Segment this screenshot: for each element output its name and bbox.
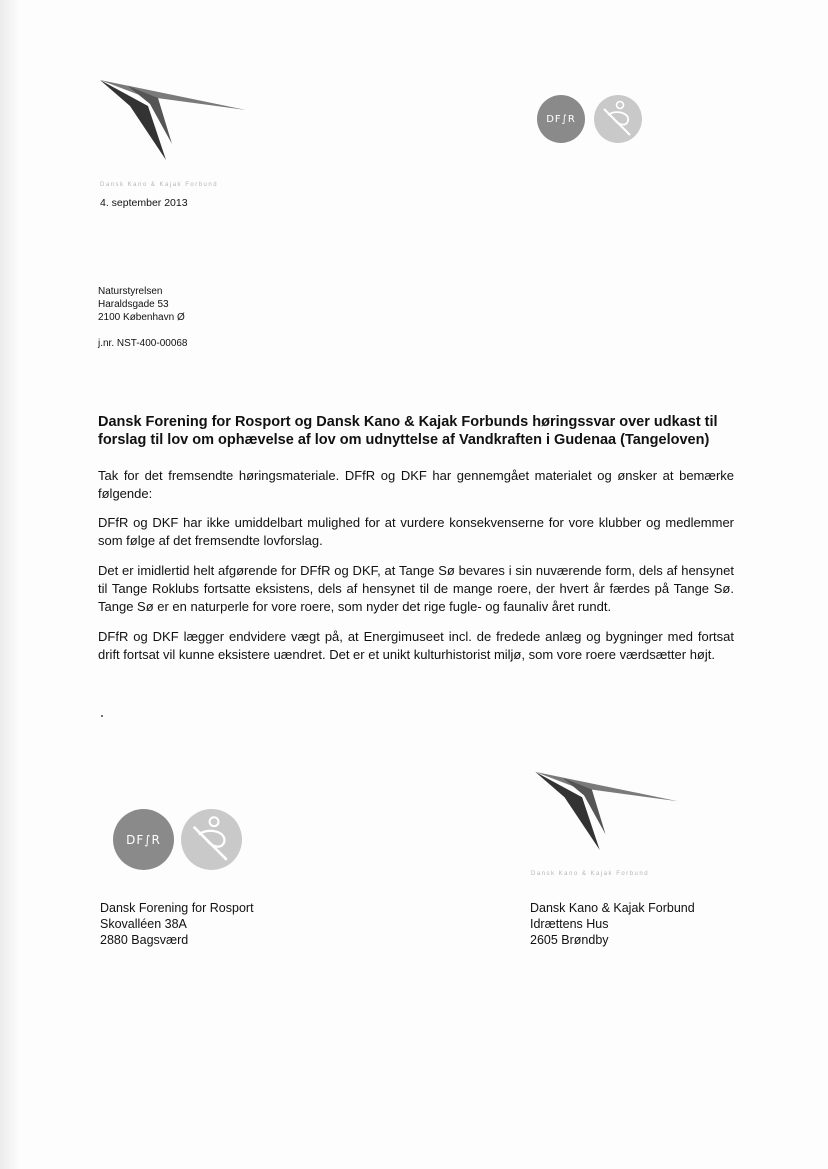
address-dffr-street: Skovalléen 38A bbox=[100, 917, 187, 931]
dffr-badge-text-bottom: DF∫R bbox=[126, 832, 161, 847]
address-dffr bbox=[100, 900, 254, 948]
scan-speck bbox=[101, 715, 103, 717]
kano-logo-bottom bbox=[181, 809, 242, 870]
scan-edge-shading bbox=[0, 0, 18, 1169]
address-dkf bbox=[530, 900, 695, 948]
reference-number: j.nr. NST-400-00068 bbox=[98, 338, 188, 349]
kano-logo-top bbox=[594, 95, 642, 143]
address-dffr-name: Dansk Forening for Rosport bbox=[100, 901, 254, 915]
dkf-tagline-top: Dansk Kano & Kajak Forbund bbox=[100, 182, 219, 188]
letter-date: 4. september 2013 bbox=[100, 197, 188, 209]
address-dffr-city: 2880 Bagsværd bbox=[100, 933, 189, 947]
recipient-street: Haraldsgade 53 bbox=[98, 299, 169, 310]
kayaker-icon-bottom bbox=[181, 809, 242, 870]
paragraph-3: Det er imidlertid helt afgørende for DFfR og DKF, at Tange Sø bevares i sin nuværende form, dels af hensynet til Tange Roklubs fortsatte eksistens, dels af hensynet til de mange roere, der hvert år færdes på Tange Sø. Tange Sø er en naturperle for vore roere, som nyder det rige fugle- og faunaliv året rundt. bbox=[98, 563, 734, 614]
recipient-name: Naturstyrelsen bbox=[98, 286, 163, 297]
paragraph-1: Tak for det fremsendte høringsmateriale. DFfR og DKF har gennemgået materialet og ønsker at bemærke følgende: bbox=[98, 468, 734, 501]
dffr-logo-bottom bbox=[113, 809, 174, 870]
address-dkf-city: 2605 Brøndby bbox=[530, 933, 609, 947]
dkf-tagline-bottom: Dansk Kano & Kajak Forbund bbox=[531, 871, 650, 877]
dkf-logo-top bbox=[100, 76, 250, 162]
paragraph-4: DFfR og DKF lægger endvidere vægt på, at Energimuseet incl. de fredede anlæg og bygninger med fortsat drift fortsat vil kunne eksistere uændret. Det er et unikt kulturhistorist miljø, som vore roere værdsætter højt. bbox=[98, 629, 734, 662]
recipient-city: 2100 København Ø bbox=[98, 312, 185, 323]
dffr-logo-top bbox=[537, 95, 585, 143]
kayaker-icon bbox=[594, 95, 642, 143]
letter-title: Dansk Forening for Rosport og Dansk Kano & Kajak Forbunds høringssvar over udkast til forslag til lov om ophævelse af lov om udnyttelse af Vandkraften i Gudenaa (Tangeloven) bbox=[98, 414, 718, 448]
paragraph-2: DFfR og DKF har ikke umiddelbart mulighed for at vurdere konsekvenserne for vore klubber og medlemmer som følge af det fremsendte lovforslag. bbox=[98, 515, 734, 548]
dkf-logo-bottom bbox=[531, 768, 686, 852]
address-dkf-street: Idrættens Hus bbox=[530, 917, 609, 931]
dffr-badge-text: DF∫R bbox=[546, 113, 576, 125]
address-dkf-name: Dansk Kano & Kajak Forbund bbox=[530, 901, 695, 915]
